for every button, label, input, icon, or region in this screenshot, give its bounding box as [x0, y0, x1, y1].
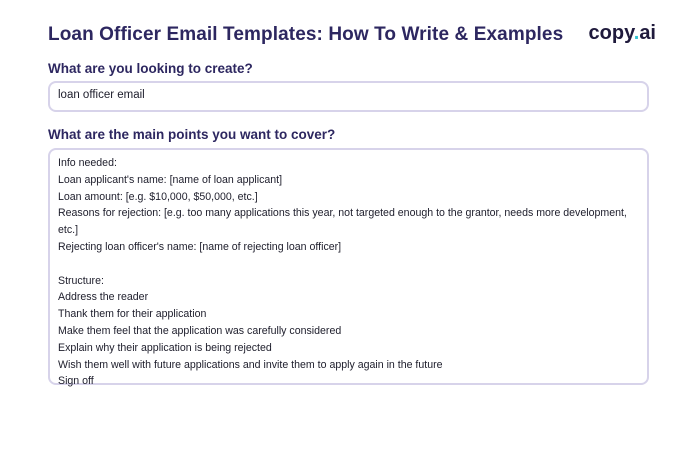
main-points-line: Rejecting loan officer's name: [name of rejecting loan officer]	[58, 240, 342, 253]
main-points-label: What are the main points you want to cover?	[48, 127, 336, 142]
create-input[interactable]	[48, 81, 649, 112]
main-points-line: Make them feel that the application was carefully considered	[58, 324, 342, 337]
page-title: Loan Officer Email Templates: How To Write & Examples	[48, 24, 564, 45]
logo-text-ai: ai	[639, 22, 656, 44]
logo-text-copy: copy	[588, 22, 634, 44]
main-points-line: Loan amount: [e.g. $10,000, $50,000, etc.]	[58, 190, 258, 203]
main-points-line: Address the reader	[58, 291, 149, 304]
main-points-line: Loan applicant's name: [name of loan applicant]	[58, 173, 283, 186]
main-points-line: Wish them well with future applications and invite them to apply again in the future	[58, 358, 443, 371]
main-points-line: Thank them for their application	[58, 308, 207, 321]
page-header	[48, 22, 658, 52]
logo-dot: .	[633, 22, 640, 44]
main-points-line: Reasons for rejection: [e.g. too many applications this year, not targeted enough to the grantor, needs more development,	[58, 207, 627, 220]
create-question-label: What are you looking to create?	[48, 61, 253, 76]
main-points-line: Info needed:	[58, 157, 117, 169]
create-input-value: loan officer email	[58, 89, 145, 101]
copy-ai-logo[interactable]	[589, 22, 656, 45]
main-points-line: Structure:	[58, 274, 104, 287]
main-points-line: Sign off	[58, 375, 94, 388]
main-points-line: Explain why their application is being rejected	[58, 341, 272, 354]
main-points-line	[58, 256, 639, 273]
main-points-textarea[interactable]	[48, 148, 649, 388]
main-points-line: etc.]	[58, 224, 79, 237]
